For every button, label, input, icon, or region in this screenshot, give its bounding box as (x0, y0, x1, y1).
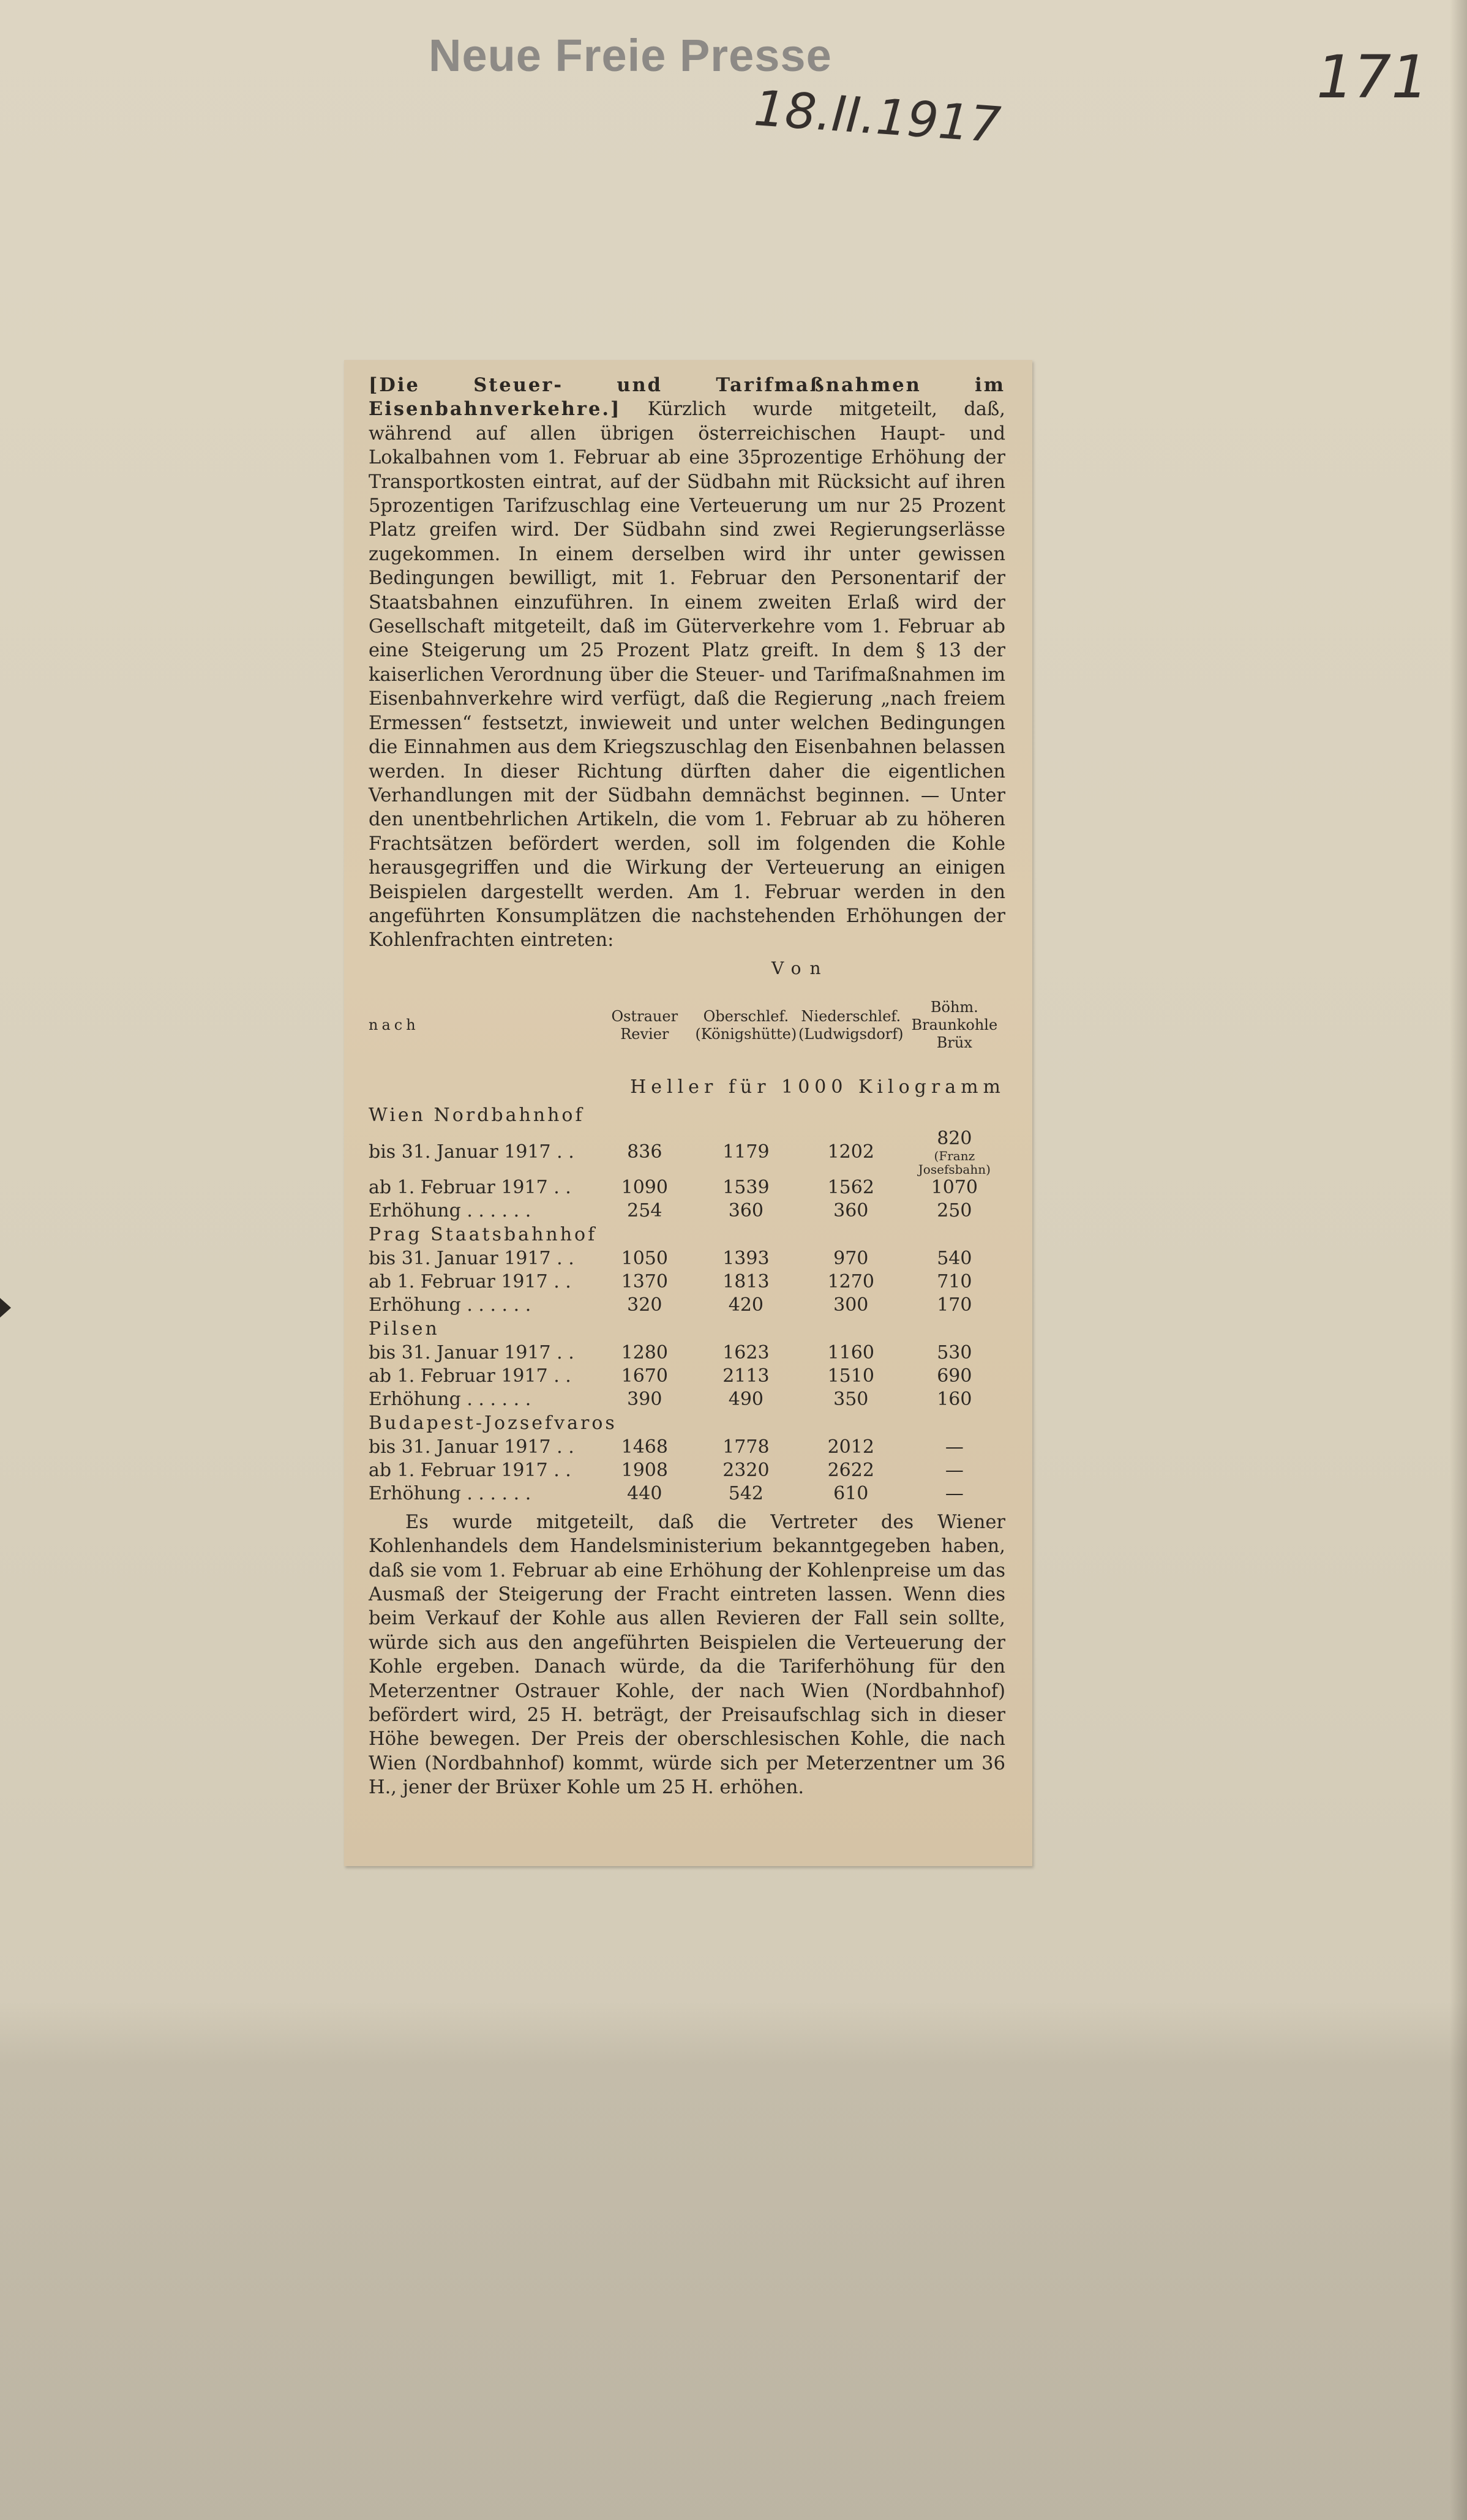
col-bohm: Böhm. Braunkohle Brüx (911, 999, 998, 1052)
rate-cell (694, 1176, 798, 1199)
rate-cell (596, 1176, 694, 1199)
rate-value: 170 (937, 1294, 972, 1316)
destination-name: Wien Nordbahnhof (369, 1104, 585, 1127)
rate-cell (798, 1365, 904, 1388)
rate-value: 390 (627, 1389, 662, 1411)
freight-rates-table (369, 958, 1005, 1506)
table-header-row (369, 980, 1005, 1071)
rate-cell (596, 1341, 694, 1365)
rate-value: 360 (833, 1200, 869, 1222)
table-group-row (369, 1223, 1005, 1247)
rate-cell (904, 1388, 1005, 1411)
rate-cell (596, 1482, 694, 1506)
article-headline: [Die Steuer- und Tarifmaßnahmen im Eisenbahnverkehre.] (369, 374, 1005, 421)
rate-value: 1050 (621, 1248, 668, 1270)
nach-label: nach (369, 1016, 419, 1034)
rate-cell (904, 1436, 1005, 1459)
rate-value: 2320 (722, 1460, 770, 1482)
rate-value: 1670 (621, 1365, 668, 1387)
von-label: Von (771, 958, 830, 979)
rate-cell (904, 1482, 1005, 1506)
article-closing: Es wurde mitgeteilt, daß die Vertreter des Wiener Kohlenhandels dem Handelsministerium bekanntgegeben haben, daß sie vom 1. Februar ab eine Erhöhung der Kohlenpreise um das Ausmaß der Steigerung der Fracht eintreten lassen. Wenn dies beim Verkauf der Kohle aus allen Revieren der Fall sein sollte, würde sich aus den angeführten Beispielen die Verteuerung der Kohle ergeben. Danach würde, da die Tariferhöhung für den Meterzentner Ostrauer Kohle, der nach Wien (Nordbahnhof) befördert wird, 25 H. beträgt, der Preisaufschlag sich in dieser Höhe bewegen. Der Preis der oberschlesischen Kohle, die nach Wien (Nordbahnhof) kommt, würde sich per Meterzentner um 36 H., jener der Brüxer Kohle um 25 H. erhöhen. (369, 1511, 1005, 1799)
row-label: Erhöhung . . . . . . (369, 1294, 531, 1316)
rate-cell (694, 1294, 798, 1317)
rate-value: 250 (937, 1200, 972, 1222)
rate-cell (904, 1294, 1005, 1317)
rate-value: 160 (937, 1389, 972, 1411)
rate-cell (904, 1199, 1005, 1223)
table-row (369, 1247, 1005, 1270)
row-label: Erhöhung . . . . . . (369, 1389, 531, 1411)
rate-value: — (945, 1483, 964, 1505)
rate-cell (904, 1459, 1005, 1482)
table-row (369, 1365, 1005, 1388)
row-label: Erhöhung . . . . . . (369, 1483, 531, 1505)
article-body-text: Kürzlich wurde mitgeteilt, daß, während auf allen übrigen österreichischen Haupt- und Lokalbahnen vom 1. Februar ab eine 35prozentige Erhöhung der Transportkosten eintrat, auf der Südbahn mit Rücksicht auf ihren 5prozentigen Tarifzuschlag eine Verteuerung um nur 25 Prozent Platz greifen wird. Der Südbahn sind zwei Regierungserlässe zugekommen. In einem derselben wird ihr unter gewissen Bedingungen bewilligt, mit 1. Februar den Personentarif der Staatsbahnen einzuführen. In einem zweiten Erlaß wird der Gesellschaft mitgeteilt, daß im Güterverkehre vom 1. Februar ab eine Steigerung um 25 Prozent Platz greift. In dem § 13 der kaiserlichen Verordnung über die Steuer- und Tarifmaßnahmen im Eisenbahnverkehre wird verfügt, daß die Regierung „nach freiem Ermessen“ festsetzt, inwieweit und unter welchen Bedingungen die Einnahmen aus dem Kriegszuschlag den Eisenbahnen belassen werden. In dieser Richtung dürften daher die eigentlichen Verhandlungen mit der Südbahn demnächst beginnen. — Unter den unentbehrlichen Artikeln, die vom 1. Februar ab zu höheren Frachtsätzen befördert werden, soll im folgenden die Kohle herausgegriffen und die Wirkung der Verteuerung an einigen Beispielen dargestellt werden. Am 1. Februar werden in den angeführten Konsumplätzen die nachstehenden Erhöhungen der Kohlenfrachten eintreten: (369, 399, 1005, 951)
rate-value: 1778 (722, 1436, 770, 1458)
newspaper-stamp: Neue Freie Presse (429, 30, 832, 81)
row-label: Erhöhung . . . . . . (369, 1200, 531, 1222)
unit-label: Heller für 1000 Kilogramm (630, 1076, 1005, 1098)
rate-cell (798, 1482, 904, 1506)
rate-cell (694, 1270, 798, 1294)
rate-value: 490 (728, 1389, 764, 1411)
destination-name: Pilsen (369, 1318, 440, 1340)
row-label: bis 31. Januar 1917 . . (369, 1141, 574, 1163)
rate-cell (798, 1199, 904, 1223)
rate-value: 1510 (827, 1365, 874, 1387)
rate-cell (798, 1459, 904, 1482)
rate-value: 350 (833, 1389, 869, 1411)
rate-value: 420 (728, 1294, 764, 1316)
rate-cell (596, 1365, 694, 1388)
row-label: ab 1. Februar 1917 . . (369, 1177, 571, 1199)
rate-value: 1623 (722, 1342, 770, 1364)
rate-cell (596, 1436, 694, 1459)
rate-value: 1090 (621, 1177, 668, 1199)
rate-cell (694, 1436, 798, 1459)
rate-value: 1160 (827, 1342, 874, 1364)
rate-value: 820 (937, 1127, 972, 1149)
col-ostrau: Ostrauer Revier (611, 1007, 678, 1043)
rate-value: 690 (937, 1365, 972, 1387)
rate-cell (694, 1482, 798, 1506)
col-niederschl: Niederschlef. (Ludwigsdorf) (798, 1007, 904, 1043)
rate-value: 1070 (931, 1177, 978, 1199)
rate-cell (694, 1128, 798, 1176)
rate-cell (798, 1388, 904, 1411)
table-row (369, 1270, 1005, 1294)
rate-value: 360 (728, 1200, 764, 1222)
rate-cell (596, 1459, 694, 1482)
sheet-right-edge (1450, 0, 1467, 2520)
table-row (369, 1199, 1005, 1223)
article-intro (369, 373, 1005, 953)
rate-cell (904, 1341, 1005, 1365)
rate-value: 1468 (621, 1436, 668, 1458)
rate-cell (596, 1247, 694, 1270)
rate-cell (904, 1247, 1005, 1270)
table-group-row (369, 1103, 1005, 1128)
rate-cell (798, 1270, 904, 1294)
table-row (369, 1341, 1005, 1365)
rate-value: 1539 (722, 1177, 770, 1199)
table-von-row (369, 958, 1005, 980)
row-label: bis 31. Januar 1917 . . (369, 1342, 574, 1364)
rate-value: 440 (627, 1483, 662, 1505)
rate-value: 2113 (722, 1365, 770, 1387)
rate-value: 1179 (722, 1141, 770, 1163)
newspaper-clipping (344, 360, 1032, 1866)
rate-cell (694, 1388, 798, 1411)
rate-cell (694, 1199, 798, 1223)
table-row (369, 1388, 1005, 1411)
row-label: bis 31. Januar 1917 . . (369, 1248, 574, 1270)
row-label: ab 1. Februar 1917 . . (369, 1365, 571, 1387)
rate-cell (798, 1128, 904, 1176)
table-row (369, 1482, 1005, 1506)
binding-punch-mark (0, 1298, 11, 1318)
handwritten-date: 18.II.1917 (752, 80, 1003, 154)
rate-cell (694, 1341, 798, 1365)
sheet-fold-shadow (0, 2002, 1467, 2520)
table-unit-row (369, 1071, 1005, 1103)
rate-cell (596, 1270, 694, 1294)
destination-name: Budapest-Jozsefvaros (369, 1412, 617, 1434)
rate-value: 540 (937, 1248, 972, 1270)
folio-number: 171 (1316, 43, 1429, 111)
rate-value: 1562 (827, 1177, 874, 1199)
rate-value: — (945, 1436, 964, 1458)
rate-value: 530 (937, 1342, 972, 1364)
rate-value: 1202 (827, 1141, 874, 1163)
rate-value: 836 (627, 1141, 662, 1163)
rates-body (369, 1103, 1005, 1506)
rate-value: 1270 (827, 1271, 874, 1293)
rate-value: 610 (833, 1483, 869, 1505)
rate-cell (596, 1128, 694, 1176)
rate-value: 1370 (621, 1271, 668, 1293)
table-group-row (369, 1411, 1005, 1436)
rate-cell (904, 1128, 1005, 1176)
rate-value: 320 (627, 1294, 662, 1316)
rate-cell (798, 1436, 904, 1459)
table-group-row (369, 1317, 1005, 1341)
table-row (369, 1459, 1005, 1482)
col-oberschl: Oberschlef. (Königshütte) (695, 1007, 797, 1043)
rate-value: 1393 (722, 1248, 770, 1270)
table-row (369, 1294, 1005, 1317)
table-row (369, 1176, 1005, 1199)
rate-cell (798, 1247, 904, 1270)
rate-cell (798, 1341, 904, 1365)
row-label: bis 31. Januar 1917 . . (369, 1436, 574, 1458)
rate-note: (Franz Josefsbahn) (918, 1148, 991, 1177)
rate-value: 1813 (722, 1271, 770, 1293)
rate-value: 970 (833, 1248, 869, 1270)
rate-cell (596, 1388, 694, 1411)
rate-cell (904, 1270, 1005, 1294)
rate-cell (798, 1176, 904, 1199)
rate-cell (694, 1459, 798, 1482)
rate-value: 2622 (827, 1460, 874, 1482)
table-row (369, 1128, 1005, 1176)
rate-cell (596, 1199, 694, 1223)
rate-value: 254 (627, 1200, 662, 1222)
destination-name: Prag Staatsbahnhof (369, 1224, 598, 1246)
rate-cell (904, 1176, 1005, 1199)
table-row (369, 1436, 1005, 1459)
rate-value: 710 (937, 1271, 972, 1293)
rate-value: — (945, 1460, 964, 1482)
rate-value: 1280 (621, 1342, 668, 1364)
rate-value: 300 (833, 1294, 869, 1316)
rate-value: 2012 (827, 1436, 874, 1458)
row-label: ab 1. Februar 1917 . . (369, 1271, 571, 1293)
rate-value: 1908 (621, 1460, 668, 1482)
rate-cell (798, 1294, 904, 1317)
row-label: ab 1. Februar 1917 . . (369, 1460, 571, 1482)
rate-cell (694, 1247, 798, 1270)
rate-cell (694, 1365, 798, 1388)
rate-value: 542 (728, 1483, 764, 1505)
rate-cell (596, 1294, 694, 1317)
rate-cell (904, 1365, 1005, 1388)
